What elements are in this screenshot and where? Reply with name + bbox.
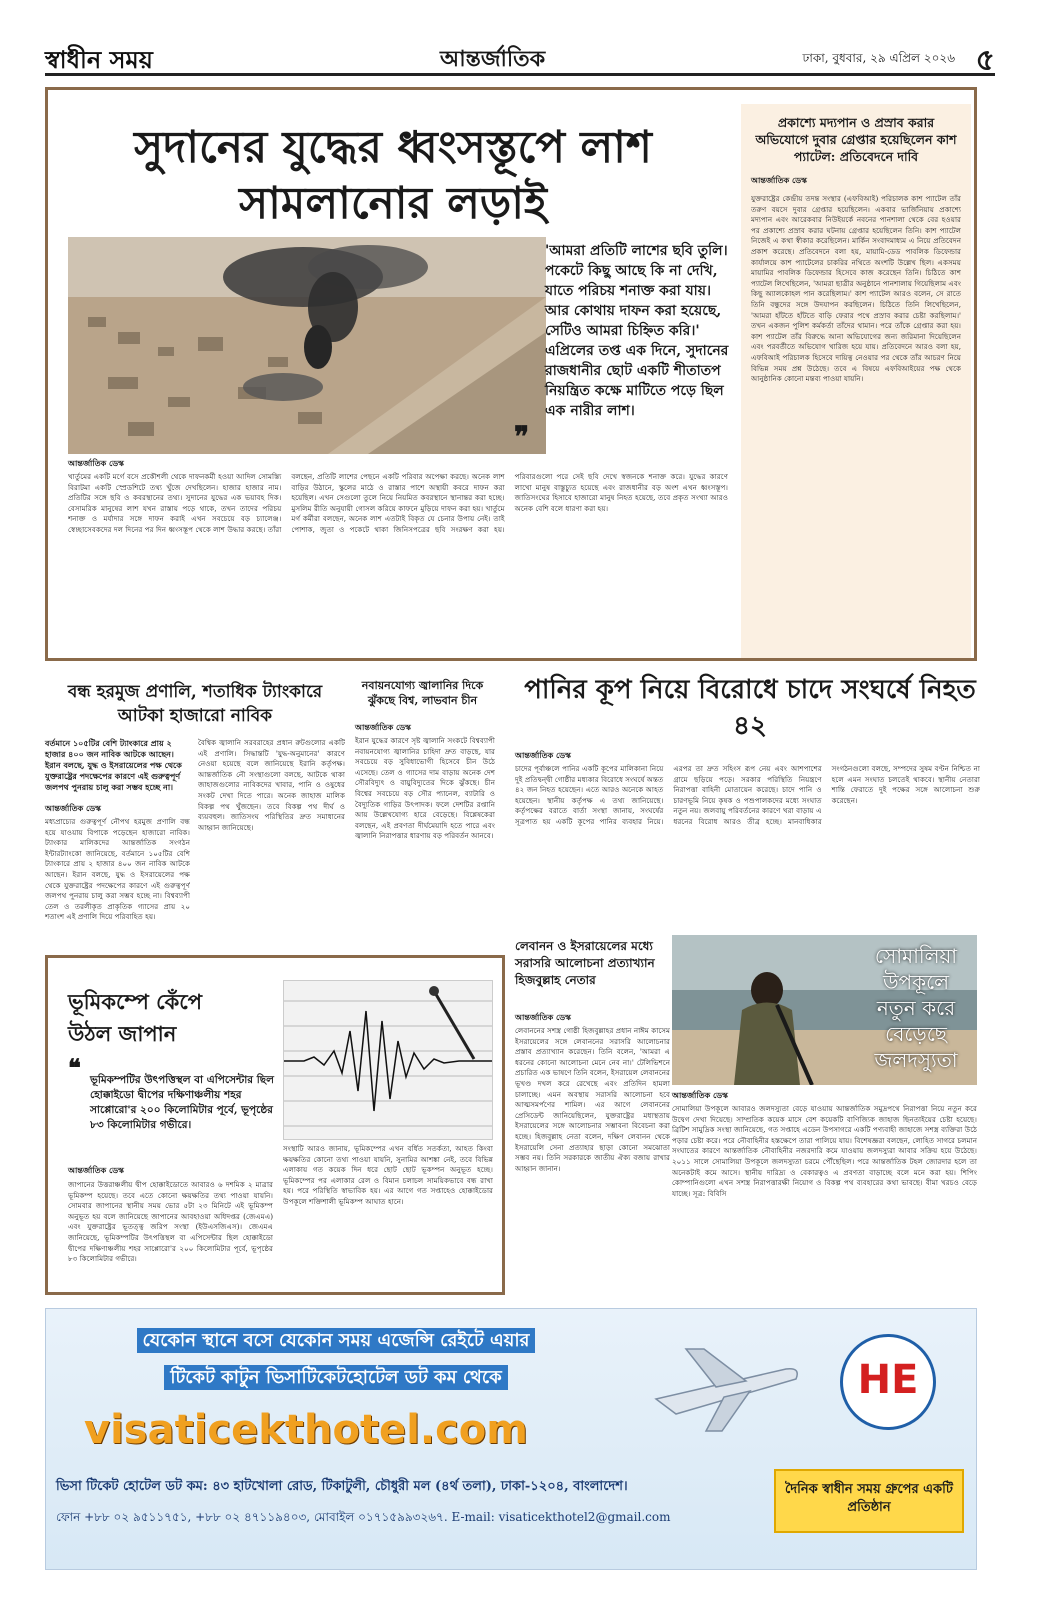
somalia-byline: আন্তর্জাতিক ডেস্ক <box>672 1090 728 1100</box>
ad-website-link[interactable]: visaticekthotel.com <box>84 1407 528 1453</box>
energy-body: ইরান যুদ্ধের কারণে সৃষ্ট জ্বালানি সংকটে বিশ্বব্যাপী নবায়নযোগ্য জ্বালানির চাহিদা দ্রুত বাড়ছে, যার সবচেয়ে বড় সুবিধাভোগী হিসেবে চীন উঠে এসেছে। তেল ও গ্যাসের দাম বাড়ায় অনেক দেশ সৌরবিদ্যুৎ ও বায়ুবিদ্যুতের দিকে ঝুঁকছে। চীন বিশ্বের সবচেয়ে বড় সৌর প্যানেল, ব্যাটারি ও বৈদ্যুতিক গাড়ির উৎপাদক। ফলে দেশটির রপ্তানি আয় উল্লেখযোগ্য হারে বেড়েছে। বিশ্লেষকেরা বলছেন, এই প্রবণতা দীর্ঘমেয়াদি হতে পারে এবং জ্বালানি নিরাপত্তার ধারণায় বড় পরিবর্তন আনবে। <box>355 736 495 841</box>
lead-byline: আন্তর্জাতিক ডেস্ক <box>68 458 124 468</box>
energy-headline: নবায়নযোগ্য জ্বালানির দিকে ঝুঁকছে বিশ্ব, লাভবান চীন <box>361 679 484 707</box>
japan-quake-story <box>45 955 505 1295</box>
ad-tagline-2: টিকেট কাটুন ভিসাটিকেটহোটেল ডট কম থেকে <box>56 1363 616 1394</box>
he-logo: HE <box>840 1334 936 1430</box>
lebanon-byline: আন্তর্জাতিক ডেস্ক <box>515 1012 571 1022</box>
sidebar-byline: আন্তর্জাতিক ডেস্ক <box>751 175 807 185</box>
quote-mark-icon: ❝ <box>68 1053 81 1082</box>
sidebar-headline: প্রকাশ্যে মদ্যপান ও প্রস্রাব করার অভিযোগে দুবার গ্রেপ্তার হয়েছিলেন কাশ প্যাটেল: প্রতিবেদনে দাবি <box>755 115 957 164</box>
somalia-body: সোমালিয়া উপকূলে আবারও জলদস্যুতা বেড়ে যাওয়ায় আন্তর্জাতিক সমুদ্রপথে নিরাপত্তা নিয়ে নতুন করে উদ্বেগ দেখা দিয়েছে। সাম্প্রতিক কয়েক মাসে বেশ কয়েকটি বাণিজ্যিক জাহাজ ছিনতাইয়ের চেষ্টা হয়েছে। ব্রিটিশ সামুদ্রিক সংস্থা জানিয়েছে, গত সপ্তাহে এডেন উপসাগরে একটি পণ্যবাহী জাহাজে সশস্ত্র ব্যক্তিরা উঠে পড়ার চেষ্টা করে। পরে নৌবাহিনীর হস্তক্ষেপে তারা পালিয়ে যায়। বিশেষজ্ঞরা বলছেন, লোহিত সাগরে চলমান সংঘাতের কারণে আন্তর্জাতিক নৌবাহিনীর নজরদারি কমে যাওয়ায় জলদস্যুরা আবার সক্রিয় হয়ে উঠেছে। ২০১১ সালে সোমালিয়া উপকূলে জলদস্যুতা চরমে পৌঁছেছিল। পরে আন্তর্জাতিক টহল জোরদার হলে তা অনেকটাই কমে আসে। স্থানীয় দারিদ্র্য ও বেকারত্বও এ প্রবণতা বাড়াচ্ছে বলে মনে করা হয়। শিপিং কোম্পানিগুলো এখন সশস্ত্র নিরাপত্তারক্ষী নিয়োগ ও বিকল্প পথ ব্যবহারের কথা ভাবছে। বীমা খরচও বেড়ে যাচ্ছে। সূত্র: বিবিসি <box>672 1104 977 1198</box>
energy-byline: আন্তর্জাতিক ডেস্ক <box>355 722 411 732</box>
hormuz-body: মধ্যপ্রাচ্যের গুরুত্বপূর্ণ নৌপথ হরমুজ প্রণালি বন্ধ হয়ে যাওয়ায় বিপাকে পড়েছেন হাজারো নাবিক। ট্যাংকার মালিকদের আন্তর্জাতিক সংগঠন ইন্টারট্যাংকো জানিয়েছে, বর্তমানে ১০৫টির বেশি ট্যাংকারে প্রায় ২ হাজার ৪০০ জন নাবিক আটকে আছেন। ইরান বলছে, যুদ্ধ ও ইসরায়েলের পক্ষ থেকে যুক্তরাষ্ট্রের পদক্ষেপের কারণে এই গুরুত্বপূর্ণ জলপথ পুনরায় চালু করা সম্ভব হচ্ছে না। বিশ্বব্যাপী তেল ও তরলীকৃত প্রাকৃতিক গ্যাসের প্রায় ২০ শতাংশ এই প্রণালি দিয়ে পরিবাহিত হয়। <box>45 817 190 922</box>
lead-story <box>45 87 977 661</box>
hormuz-headline: বন্ধ হরমুজ প্রণালি, শতাধিক ট্যাংকারে আটকা হাজারো নাবিক <box>67 682 323 726</box>
seismograph-icon <box>284 981 493 1140</box>
quake-byline: আন্তর্জাতিক ডেস্ক <box>68 1165 124 1175</box>
quake-headline: ভূমিকম্পে কেঁপে উঠল জাপান <box>68 989 202 1046</box>
newspaper-name: স্বাধীন সময় <box>45 45 153 74</box>
ad-contact: ফোন +৮৮ ০২ ৯৫১১৭৫১, +৮৮ ০২ ৪৭১১৯৪০৩, মোবাইল ০১৭১৫৯৯৩২৬৭. E-mail: visaticekthotel2@gmail.com <box>56 1510 671 1524</box>
masthead <box>45 36 995 76</box>
smoke-city-image <box>68 237 546 454</box>
quake-body-continued: সংস্থাটি আরও জানায়, ভূমিকম্পের এখন বর্ধিত সতর্কতা, আহত কিংবা ক্ষয়ক্ষতির কোনো তথ্য পাওয়া যায়নি, সুনামির আশঙ্কা নেই, তবে বিভিন্ন এলাকায় গত কয়েক দিন ধরে ছোট ছোট ভূকম্পন অনুভূত হচ্ছে। ভূমিকম্পের পর এলাকার রেল ও বিমান চলাচল সাময়িকভাবে বন্ধ রাখা হয়। পরে পরিস্থিতি স্বাভাবিক হয়। এর আগে গত সপ্তাহেও হোক্কাইডোর উপকূলে শক্তিশালী ভূমিকম্প আঘাত হানে। <box>283 1144 493 1206</box>
chad-byline: আন্তর্জাতিক ডেস্ক <box>515 750 571 760</box>
page-number: ৫ <box>975 43 995 78</box>
quake-body: জাপানের উত্তরাঞ্চলীয় দ্বীপ হোক্কাইডোতে আবারও ৬ দশমিক ২ মাত্রার ভূমিকম্প হয়েছে। তবে এতে কোনো ক্ষয়ক্ষতির তথ্য পাওয়া যায়নি। সোমবার জাপানের স্থানীয় সময় ভোর ৫টা ২৩ মিনিটে এই ভূমিকম্প অনুভূত হয় বলে জানিয়েছে জাপানের আবহাওয়া অধিদপ্তর (জেএমএ) এবং যুক্তরাষ্ট্রের ভূতত্ত্ব জরিপ সংস্থা (ইউএসজিএস)। জেএমএ জানিয়েছে, ভূমিকম্পটির উৎপত্তিস্থল বা এপিসেন্টার ছিল হোক্কাইডো দ্বীপের দক্ষিণাঞ্চলীয় শহর সাপ্পোরো'র ২০০ কিলোমিটার পূর্বে, ভূপৃষ্ঠের ৮৩ কিলোমিটার গভীরে। <box>68 1180 273 1264</box>
sidebar-body: যুক্তরাষ্ট্রের কেন্দ্রীয় তদন্ত সংস্থার (এফবিআই) পরিচালক কাশ প্যাটেল তাঁর তরুণ বয়সে দুবার গ্রেপ্তার হয়েছিলেন। একবার ভার্জিনিয়ায় প্রকাশ্যে মদ্যপান এবং আরেকবার নিউইয়র্কে নবনের পানশালা থেকে বের হওয়ার পর প্রকাশ্যে প্রস্রাব করার ঘটনায় গ্রেপ্তার হয়েছিলেন তিনি। কাশ প্যাটেল নিজেই এ কথা স্বীকার করেছিলেন। মার্কিন সংবাদমাধ্যম এ নিয়ে প্রতিবেদন প্রকাশ করেছে। প্রতিবেদনে বলা হয়, মায়ামি-ডেড পাবলিক ডিফেন্ডার কার্যালয়ে কাশ প্যাটেলের চাকরির নথিতে অংশটি উল্লেখ ছিল। একসময় মায়ামির পাবলিক ডিফেন্ডার হিসেবে কাজ করেছেন তিনি। চিঠিতে কাশ প্যাটেল লিখেছিলেন, 'আমরা ছাত্রীর অনুষ্ঠানে পানশালায় গিয়েছিলাম এবং কিছু অ্যালকোহল পান করেছিলাম।' কাশ প্যাটেল আরও বলেন, সে রাতে তিনি বন্ধুদের সঙ্গে উদযাপন করছিলেন। চিঠিতে তিনি লিখেছিলেন, 'আমরা হাঁটতে হাঁটতে বাড়ি ফেরার পথে প্রস্রাব করার চেষ্টা করছিলাম।' তখন একজন পুলিশ কর্মকর্তা তাঁদের থামান। পরে তাঁকে গ্রেপ্তার করা হয়। কাশ প্যাটেল তাঁর বিরুদ্ধে আনা অভিযোগের জন্য জরিমানা দিয়েছিলেন এবং পরবর্তীতে অভিযোগ খারিজ হয়ে যায়। প্রতিবেদনে আরও বলা হয়, এফবিআই পরিচালক হিসেবে দায়িত্ব নেওয়ার পর থেকে তাঁর আচরণ নিয়ে বিভিন্ন সময় প্রশ্ন উঠেছে। তবে এ বিষয়ে এফবিআইয়ের পক্ষ থেকে আনুষ্ঠানিক কোনো মন্তব্য পাওয়া যায়নি। <box>751 194 961 384</box>
lead-headline: সুদানের যুদ্ধের ধ্বংসস্তূপে লাশ সামলানোর লড়াই <box>134 122 652 229</box>
section-title: আন্তর্জাতিক <box>440 46 546 72</box>
dateline: ঢাকা, বুধবার, ২৯ এপ্রিল ২০২৬ <box>802 51 955 65</box>
airplane-icon <box>646 1339 806 1439</box>
hormuz-byline: আন্তর্জাতিক ডেস্ক <box>45 803 101 813</box>
hormuz-lede: বর্তমানে ১০৫টির বেশি ট্যাংকারে প্রায় ২ হাজার ৪০০ জন নাবিক আটকে আছেন। ইরান বলছে, যুদ্ধ ও ইসরায়েলের পক্ষ থেকে যুক্তরাষ্ট্রের পদক্ষেপের কারণে এই গুরুত্বপূর্ণ জলপথ পুনরায় চালু করা সম্ভব হচ্ছে না। <box>45 738 182 792</box>
ad-address: ভিসা টিকেট হোটেল ডট কম: ৪৩ হাটখোলা রোড, টিকাটুলী, চৌধুরী মল (৪র্থ তলা), ঢাকা-১২০৪, বাংলাদেশ। <box>56 1479 628 1494</box>
somalia-photo <box>672 935 977 1085</box>
travel-advertisement <box>45 1308 977 1570</box>
quote-mark-icon: ❞ <box>514 420 530 453</box>
chad-body: চাদের পূর্বাঞ্চলে পানির একটি কূপের মালিকানা নিয়ে দুই প্রতিদ্বন্দ্বী গোষ্ঠীর মধ্যকার বিরোধে সংঘর্ষে অন্তত ৪২ জন নিহত হয়েছেন। এতে আরও অনেকে আহত হয়েছেন। স্থানীয় কর্তৃপক্ষ এ তথ্য জানিয়েছে। কর্তৃপক্ষের বরাতে বার্তা সংস্থা জানায়, সংঘর্ষের সূত্রপাত হয় একটি কূপের পানির ব্যবহার নিয়ে। এরপর তা দ্রুত সহিংস রূপ নেয় এবং আশপাশের গ্রামে ছড়িয়ে পড়ে। সরকার পরিস্থিতি নিয়ন্ত্রণে নিরাপত্তা বাহিনী মোতায়েন করেছে। চাদে পানি ও চারণভূমি নিয়ে কৃষক ও পশুপালকদের মধ্যে সংঘাত নতুন নয়। জলবায়ু পরিবর্তনের কারণে খরা বাড়ায় এ ধরনের বিরোধ আরও তীব্র হচ্ছে। মানবাধিকার সংগঠনগুলো বলছে, সম্পদের সুষম বণ্টন নিশ্চিত না হলে এমন সংঘাত চলতেই থাকবে। স্থানীয় নেতারা শান্তি ফেরাতে দুই পক্ষের সঙ্গে আলোচনা শুরু করেছেন। <box>515 764 980 826</box>
lead-photo <box>68 237 546 454</box>
lead-pull-quote: 'আমরা প্রতিটি লাশের ছবি তুলি। পকেটে কিছু আছে কি না দেখি, যাতে পরিচয় শনাক্ত করা যায়। আর কোথায় দাফন করা হয়েছে, সেটিও আমরা চিহ্নিত করি।' এপ্রিলের তপ্ত এক দিনে, সুদানের রাজধানীর ছোট একটি শীতাতপ নিয়ন্ত্রিত কক্ষে মাটিতে পড়ে ছিল এক নারীর লাশ। <box>545 243 729 419</box>
quake-pull-quote: ভূমিকম্পটির উৎপত্তিস্থল বা এপিসেন্টার ছিল হোক্কাইডো দ্বীপের দক্ষিণাঞ্চলীয় শহর সাপ্পোরো'র ২০০ কিলোমিটার পূর্বে, ভূপৃষ্ঠের ৮৩ কিলোমিটার গভীরে। <box>90 1074 274 1131</box>
lead-body: খার্তুমের একটি মর্গে বসে প্রকৌশলী থেকে দাফনকর্মী হওয়া আদিল সোমস্ত্যি বিরাটমা একটি স্প্রেডশিটে তথ্য খুঁজে দেখছিলেন। হাজার হাজার নাম। প্রতিটির সঙ্গে ছবি ও কবরস্থানের তথ্য। সুদানের যুদ্ধের এক ভয়াবহ দিক। বেসামরিক মানুষের লাশ যখন রাস্তায় পড়ে থাকে, তখন তাদের পরিচয় শনাক্ত ও মর্যাদার সঙ্গে দাফন করাই এখন সবচেয়ে বড় চ্যালেঞ্জ। স্বেচ্ছাসেবকদের দল দিনের পর দিন ধ্বংসস্তূপ থেকে লাশ উদ্ধার করছে। তাঁরা বলছেন, প্রতিটি লাশের পেছনে একটি পরিবার অপেক্ষা করছে। অনেক লাশ বাড়ির উঠানে, স্কুলের মাঠে ও রাস্তার পাশে অস্থায়ী কবরে দাফন করা হয়েছিল। এখন সেগুলো তুলে নিয়ে নিয়মিত কবরস্থানে স্থানান্তর করা হচ্ছে। মুসলিম রীতি অনুযায়ী গোসল করিয়ে কাফনে মুড়িয়ে দাফন করা হয়। খার্তুমে মর্গ কর্মীরা বলছেন, অনেক লাশ এতটাই বিকৃত যে চেনার উপায় নেই। তাই পোশাক, জুতা ও পকেটে থাকা জিনিসপত্রের ছবি সংরক্ষণ করা হয়। পরিবারগুলো পরে সেই ছবি দেখে স্বজনকে শনাক্ত করে। যুদ্ধের কারণে লাখো মানুষ বাস্তুচ্যুত হয়েছে এবং রাজধানীর বড় অংশ এখন ধ্বংসস্তূপ। জাতিসংঘের হিসাবে হাজারো মানুষ নিহত হয়েছে, তবে প্রকৃত সংখ্যা আরও অনেক বেশি বলে ধারণা করা হয়। <box>68 472 728 534</box>
lebanon-headline: লেবানন ও ইসরায়েলের মধ্যে সরাসরি আলোচনা প্রত্যাখ্যান হিজবুল্লাহ নেতার <box>515 939 655 987</box>
lebanon-body: লেবাননের সশস্ত্র গোষ্ঠী হিজবুল্লাহর প্রধান নাঈম কাসেম ইসরায়েলের সঙ্গে লেবাননের সরাসরি আলোচনার প্রস্তাব প্রত্যাখ্যান করেছেন। তিনি বলেন, 'আমরা এ ধরনের কোনো আলোচনা মেনে নেব না।' টেলিভিশনে প্রচারিত এক ভাষণে তিনি বলেন, ইসরায়েল লেবাননের ভূখণ্ড দখল করে রেখেছে এবং প্রতিদিন হামলা চালাচ্ছে। এমন অবস্থায় সরাসরি আলোচনা হবে আত্মসমর্পণের শামিল। এর আগে লেবাননের প্রেসিডেন্ট জানিয়েছিলেন, যুক্তরাষ্ট্রের মধ্যস্থতায় ইসরায়েলের সঙ্গে আলোচনার সম্ভাবনা বিবেচনা করা হচ্ছে। হিজবুল্লাহ নেতা বলেন, দক্ষিণ লেবানন থেকে ইসরায়েলি সেনা প্রত্যাহার ছাড়া কোনো সমঝোতা সম্ভব নয়। তিনি সরকারকে জাতীয় ঐক্য বজায় রাখার আহ্বান জানান। <box>515 1026 670 1173</box>
hormuz-body-continued: বৈশ্বিক জ্বালানি সরবরাহের প্রধান রুটগুলোর একটি এই প্রণালি। সিদ্ধান্তটি 'যুদ্ধ-অনুমানের' কারণে নেওয়া হয়েছে বলে জানিয়েছে ইরানি কর্তৃপক্ষ। আন্তর্জাতিক নৌ সংস্থাগুলো বলছে, আটকে থাকা জাহাজগুলোর নাবিকদের খাবার, পানি ও ওষুধের সংকট দেখা দিতে পারে। অনেক জাহাজ মালিক বিকল্প পথ খুঁজছেন। তবে বিকল্প পথ দীর্ঘ ও ব্যয়বহুল। জাতিসংঘ পরিস্থিতির দ্রুত সমাধানের আহ্বান জানিয়েছে। <box>198 738 345 832</box>
seismograph-photo <box>283 980 493 1140</box>
chad-headline: পানির কূপ নিয়ে বিরোধে চাদে সংঘর্ষে নিহত ৪২ <box>524 675 976 741</box>
ad-tagline-1: যেকোন স্থানে বসে যেকোন সময় এজেন্সি রেইটে এয়ার <box>56 1329 616 1353</box>
sidebar-story <box>741 104 971 658</box>
somalia-photo-title: সোমালিয়া উপকূলে নতুন করে বেড়েছে জলদস্যুতা <box>874 944 958 1072</box>
ad-group-badge: দৈনিক স্বাধীন সময় গ্রুপের একটি প্রতিষ্ঠান <box>774 1469 964 1533</box>
